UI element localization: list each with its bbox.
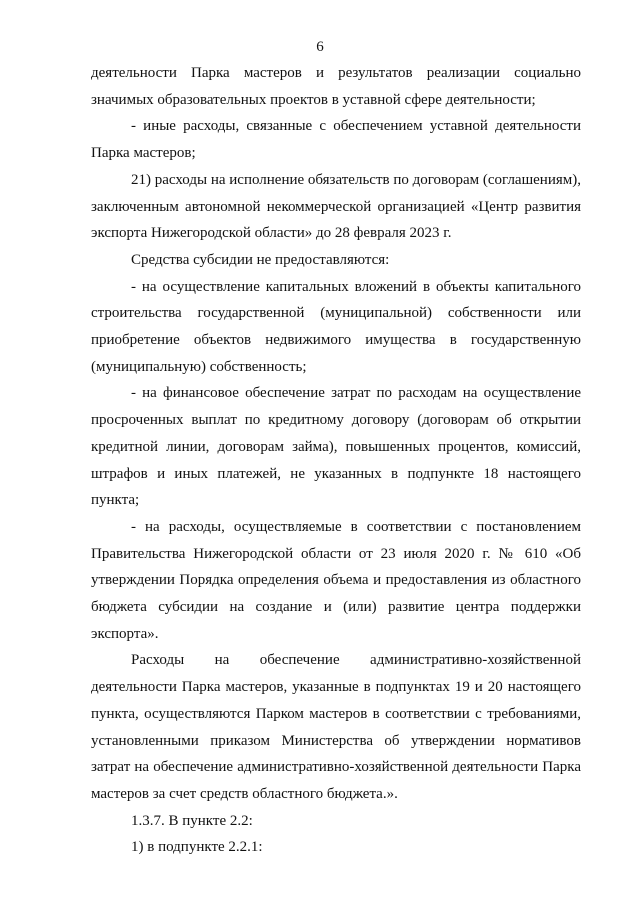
paragraph-subsidy-not-provided: Средства субсидии не предоставляются: bbox=[131, 251, 390, 268]
paragraph-item-21: 21) расходы на исполнение обязательств по договорам (соглашениям), заключенным автономной некоммерческой организацией «Центр развития экспорта Нижегородской области» до 28 февраля 2023 г. bbox=[91, 171, 581, 242]
paragraph-capital-investments: - на осуществление капитальных вложений в объекты капитального строительства государственной (муниципальной) собственности или приобретение объектов недвижимого имущества в государственную (муниципальную) собственность; bbox=[91, 278, 581, 375]
paragraph-section-1-3-7: 1.3.7. В пункте 2.2: bbox=[131, 812, 253, 829]
page-number: 6 bbox=[316, 39, 324, 55]
paragraph-resolution-610: - на расходы, осуществляемые в соответствии с постановлением Правительства Нижегородской области от 23 июля 2020 г. № 610 «Об утверждении Порядка определения объема и предоставления из областного бюджета субсидии на создание и (или) развитие центра поддержки экспорта». bbox=[91, 518, 581, 642]
paragraph-subitem-2-2-1: 1) в подпункте 2.2.1: bbox=[131, 839, 263, 856]
paragraph-continuation: деятельности Парка мастеров и результатов реализации социально значимых образовательных проектов в уставной сфере деятельности; bbox=[91, 65, 581, 108]
paragraph-other-expenses: - иные расходы, связанные с обеспечением уставной деятельности Парка мастеров; bbox=[91, 118, 581, 162]
document-body bbox=[91, 60, 581, 861]
paragraph-admin-expenses: Расходы на обеспечение административно-хозяйственной деятельности Парка мастеров, указанные в подпунктах 19 и 20 настоящего пункта, осуществляются Парком мастеров в соответствии с требованиями, установленными приказом Министерства об утверждении нормативов затрат на обеспечение административно-хозяйственной деятельности Парка мастеров за счет средств областного бюджета.». bbox=[91, 652, 581, 802]
paragraph-overdue-payments: - на финансовое обеспечение затрат по расходам на осуществление просроченных выплат по кредитному договору (договорам об открытии кредитной линии, договорам займа), повышенных процентов, комиссий, штрафов и иных платежей, не указанных в подпункте 18 настоящего пункта; bbox=[91, 385, 581, 509]
